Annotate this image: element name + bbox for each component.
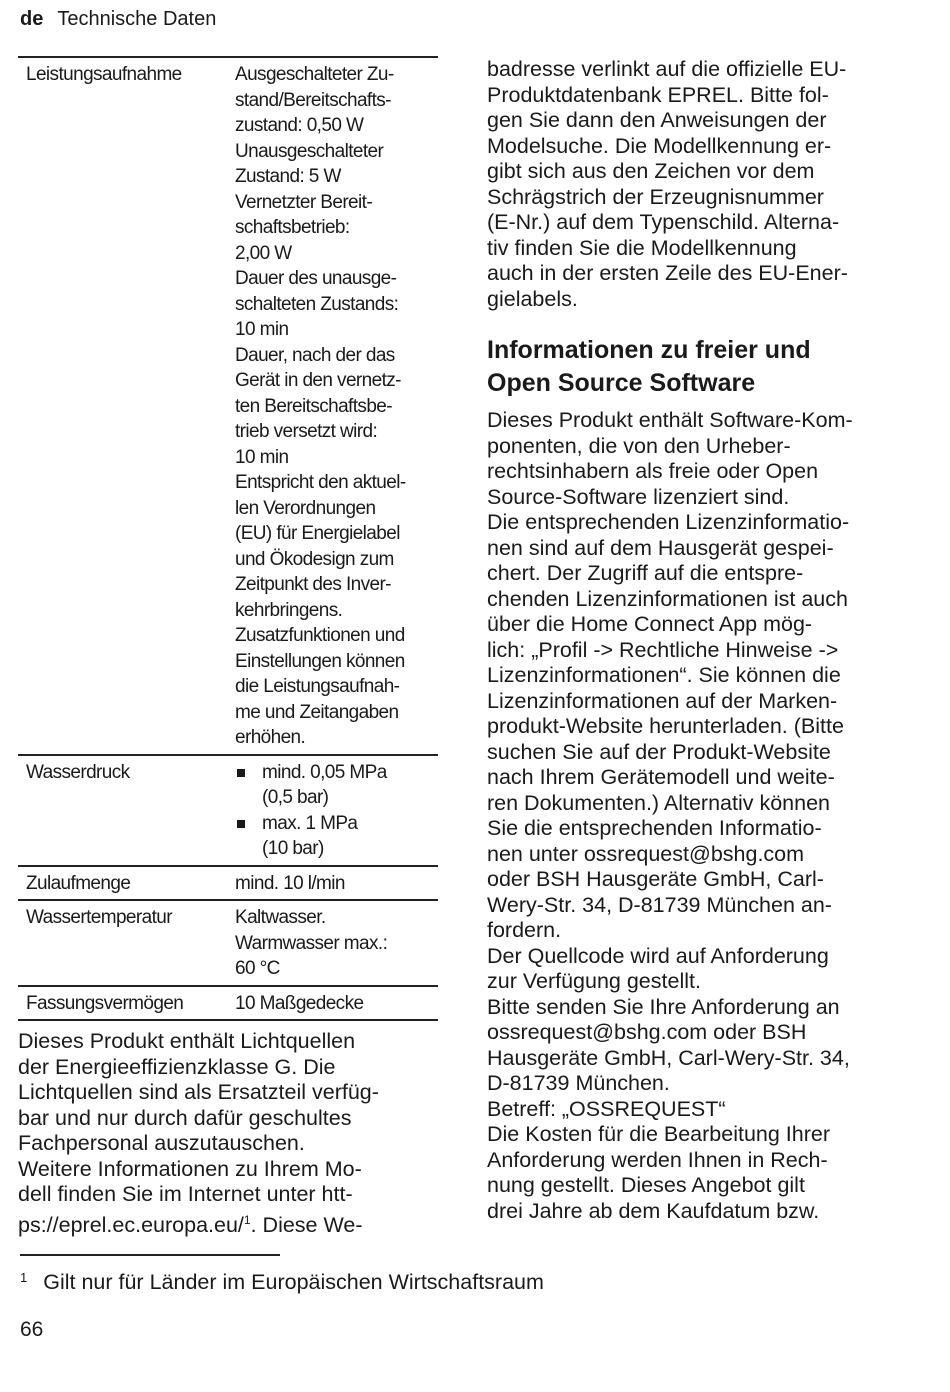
value-line: Gerät in den vernetz-	[235, 370, 401, 391]
pressure-list	[235, 760, 434, 862]
text-line: Dieses Produkt enthält Lichtquellen	[18, 1029, 356, 1053]
eprel-link[interactable]: ps://eprel.ec.europa.eu/	[18, 1212, 244, 1237]
text-line: produkt-Website herunterladen. (Bitte	[487, 714, 844, 738]
value-line: Vernetzter Bereit-	[235, 191, 373, 213]
footnote	[20, 1270, 544, 1295]
spec-label: Leistungsaufnahme	[26, 64, 182, 85]
value-line: 2,00 W	[235, 242, 292, 264]
footnote-marker: 1	[20, 1270, 28, 1285]
text-line: auch in der ersten Zeile des EU-Ener-	[487, 261, 848, 285]
value-line: stand/Bereitschafts-	[235, 89, 391, 111]
text-line: gielabels.	[487, 286, 578, 311]
text-line: Die Kosten für die Bearbeitung Ihrer	[487, 1122, 831, 1146]
value-line: Zusatzfunktionen und	[235, 625, 405, 646]
text-line: Source-Software lizenziert sind.	[487, 484, 790, 509]
text-line: zur Verfügung gestellt.	[487, 969, 701, 993]
value-line: zustand: 0,50 W	[235, 115, 364, 136]
spec-label: Wasserdruck	[26, 761, 130, 783]
text-line: Modelsuche. Die Modellkennung er-	[487, 133, 832, 158]
text-line: D-81739 München.	[487, 1071, 670, 1095]
text-line: ponenten, die von den Urheber-	[487, 433, 791, 458]
text-line: Hausgeräte GmbH, Carl-Wery-Str. 34,	[487, 1045, 850, 1070]
text-line: dell finden Sie im Internet unter htt-	[18, 1182, 353, 1206]
spec-table	[18, 56, 438, 1021]
value-line: (10 bar)	[262, 838, 324, 859]
text-line: Lizenzinformationen“. Sie können die	[487, 663, 841, 687]
text-line: drei Jahre ab dem Kaufdatum bzw.	[487, 1198, 820, 1223]
value-line: Dauer, nach der das	[235, 344, 395, 366]
value-line: Kaltwasser.	[235, 907, 326, 928]
text-line: Dieses Produkt enthält Software-Kom-	[487, 408, 853, 432]
value-line: erhöhen.	[235, 727, 306, 748]
light-source-paragraph	[18, 1029, 438, 1238]
value-line: die Leistungsaufnah-	[235, 676, 400, 697]
spec-value	[235, 57, 438, 755]
footnote-text: Gilt nur für Länder im Europäischen Wirtschaftsraum	[43, 1270, 544, 1294]
list-item	[235, 760, 434, 811]
value-line: Unausgeschalteter	[235, 140, 384, 162]
value-line: (0,5 bar)	[262, 787, 329, 808]
right-column	[487, 57, 917, 1224]
text-line: tiv finden Sie die Modellkennung	[487, 235, 797, 260]
value-line: Zustand: 5 W	[235, 166, 341, 187]
text-line: (E-Nr.) auf dem Typenschild. Alterna-	[487, 210, 840, 234]
value-line: ten Bereitschaftsbe-	[235, 395, 392, 417]
text-line: Betreff: „OSSREQUEST“	[487, 1096, 726, 1121]
value-line: Zeitpunkt des Inver-	[235, 574, 391, 595]
text-line: nen sind auf dem Hausgerät gespei-	[487, 535, 834, 560]
text-fragment: . Diese We-	[250, 1212, 363, 1237]
text-line: bar und nur durch dafür geschultes	[18, 1105, 352, 1130]
text-line: nen unter ossrequest@bshg.com	[487, 841, 805, 866]
oss-paragraph	[487, 408, 917, 1224]
text-line: ossrequest@bshg.com oder BSH	[487, 1020, 807, 1044]
eprel-paragraph	[487, 57, 917, 312]
text-line: Die entsprechenden Lizenzinformatio-	[487, 510, 850, 534]
spec-value: mind. 10 l/min	[235, 872, 345, 894]
language-tag: de	[20, 8, 44, 30]
value-line: len Verordnungen	[235, 497, 376, 519]
value-line: mind. 0,05 MPa	[262, 761, 387, 783]
heading-line: Open Source Software	[487, 369, 756, 397]
value-line: max. 1 MPa	[262, 812, 358, 834]
value-line: schaftsbetrieb:	[235, 217, 350, 238]
text-line: Weitere Informationen zu Ihrem Mo-	[18, 1156, 362, 1181]
text-line: Lizenzinformationen auf der Marken-	[487, 688, 838, 713]
spec-row-pressure	[18, 755, 438, 866]
text-line: Produktdatenbank EPREL. Bitte fol-	[487, 82, 829, 107]
text-line: suchen Sie auf der Produkt-Website	[487, 739, 831, 764]
text-line: Bitte senden Sie Ihre Anforderung an	[487, 994, 840, 1019]
spec-value	[235, 900, 438, 986]
value-line: kehrbringens.	[235, 599, 343, 621]
text-line: fordern.	[487, 918, 562, 942]
text-line: rechtsinhabern als freie oder Open	[487, 459, 819, 483]
text-line: chert. Der Zugriff auf die entspre-	[487, 561, 804, 585]
spec-row-capacity	[18, 986, 438, 1021]
text-line: Lichtquellen sind als Ersatzteil verfüg-	[18, 1080, 379, 1104]
spec-value	[235, 755, 438, 866]
text-line: chenden Lizenzinformationen ist auch	[487, 586, 848, 611]
text-line: ren Dokumenten.) Alternativ können	[487, 790, 831, 815]
value-line: Einstellungen können	[235, 650, 405, 672]
text-line: Sie die entsprechenden Informatio-	[487, 816, 822, 840]
value-line: trieb versetzt wird:	[235, 421, 378, 442]
value-line: schalteten Zustands:	[235, 293, 399, 315]
text-line: oder BSH Hausgeräte GmbH, Carl-	[487, 867, 824, 891]
list-item	[235, 811, 434, 862]
text-line: der Energieeffizienzklasse G. Die	[18, 1054, 336, 1079]
text-line	[18, 1208, 438, 1239]
left-column	[18, 56, 438, 1238]
spec-row-power	[18, 57, 438, 755]
section-title: Technische Daten	[57, 8, 217, 30]
spec-row-flow	[18, 866, 438, 901]
value-line: 60 °C	[235, 958, 280, 979]
value-line: Ausgeschalteter Zu-	[235, 64, 394, 85]
footnote-divider	[20, 1254, 280, 1256]
text-line: lich: „Profil -> Rechtliche Hinweise ->	[487, 637, 839, 662]
footnote-ref: 1	[243, 1212, 251, 1227]
text-line: gen Sie dann den Anweisungen der	[487, 108, 827, 132]
text-line: nung gestellt. Dieses Angebot gilt	[487, 1173, 805, 1197]
text-line: nach Ihrem Gerätemodell und weite-	[487, 765, 835, 789]
text-line: Der Quellcode wird auf Anforderung	[487, 943, 829, 968]
value-line: Warmwasser max.:	[235, 932, 388, 954]
page-number: 66	[20, 1318, 44, 1341]
page-header	[20, 8, 216, 31]
spec-row-temperature	[18, 900, 438, 986]
heading-line: Informationen zu freier und	[487, 336, 811, 364]
text-line: Wery-Str. 34, D-81739 München an-	[487, 892, 832, 917]
spec-value: 10 Maßgedecke	[235, 992, 364, 1014]
text-line: Anforderung werden Ihnen in Rech-	[487, 1147, 828, 1172]
value-line: Dauer des unausge-	[235, 268, 397, 289]
oss-heading	[487, 334, 917, 400]
spec-label: Zulaufmenge	[26, 872, 131, 894]
text-line: badresse verlinkt auf die offizielle EU-	[487, 57, 847, 81]
value-line: me und Zeitangaben	[235, 701, 399, 723]
spec-label: Fassungsvermögen	[26, 992, 184, 1014]
value-line: Entspricht den aktuel-	[235, 472, 406, 493]
value-line: 10 min	[235, 319, 289, 340]
value-line: und Ökodesign zum	[235, 548, 394, 570]
text-line: gibt sich aus den Zeichen vor dem	[487, 159, 815, 183]
value-line: (EU) für Energielabel	[235, 523, 400, 544]
text-line: Schrägstrich der Erzeugnisnummer	[487, 184, 824, 209]
value-line: 10 min	[235, 446, 289, 468]
text-line: über die Home Connect App mög-	[487, 612, 813, 636]
spec-label: Wassertemperatur	[26, 907, 172, 928]
text-line: Fachpersonal auszutauschen.	[18, 1131, 305, 1155]
